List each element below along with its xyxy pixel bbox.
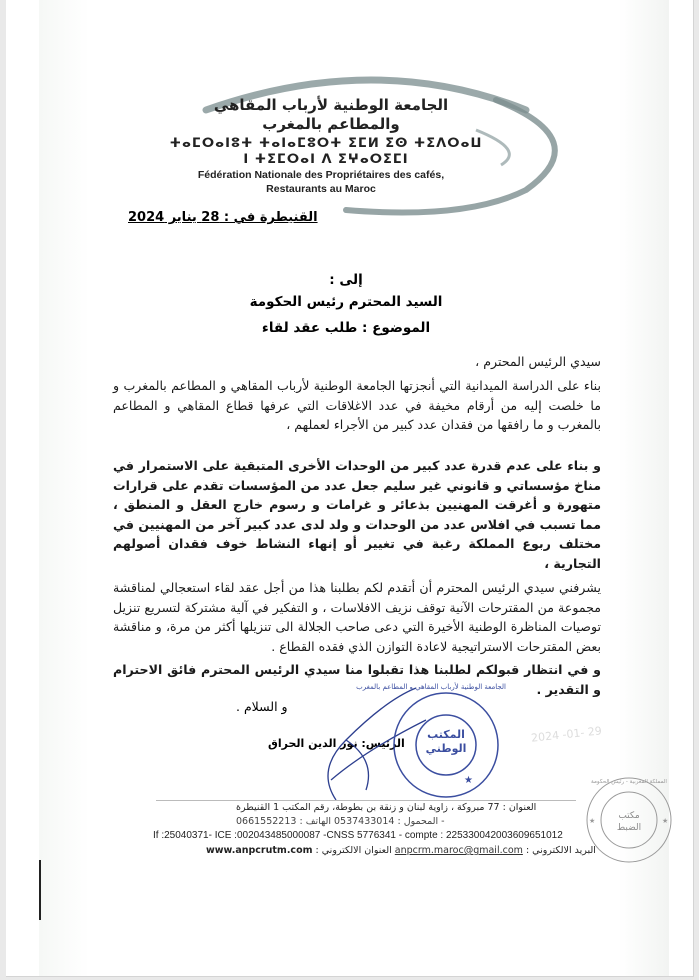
stamp-star-icon: ★ [464, 775, 473, 786]
signature-and-stamp [306, 680, 506, 810]
recipient-addressee: السيد المحترم رئيس الحكومة [249, 294, 443, 310]
reception-stamp-star-icon: ★ [662, 817, 669, 825]
federation-name-fr-line1: Fédération Nationale des Propriétaires des cafés, [197, 169, 445, 181]
federation-name-tifinagh-line1: ⵜⴰⵎⵔⴰⵏⵓⵜ ⵜⴰⵏⴰⵎⵓⵔⵜ ⵉⵎⵍ ⵉⵙ ⵜⵉⴷⵔⴰⵡ [169, 136, 483, 151]
footer-address: العنوان : 77 مبروكة ، زاوية لبنان و زنقة بن بطوطة، رقم المكتب 1 القنيطرة [236, 802, 537, 813]
document-page [6, 0, 694, 977]
letter-date: القنيطرة في : 28 يناير 2024 [128, 210, 318, 225]
body-paragraph: بناء على الدراسة الميدانية التي أنجزتها الجامعة الوطنية لأرباب المقاهي و المطاعم بالمغرب و ما خلصت إليه من أرقام مخيفة في عدد الاغلاقات التي عرفها قطاع المقاهي و المطاعم بالمغرب و ما رافقها من فقدان عدد كبير من الأجراء لعملهم ، [113, 378, 601, 432]
website-link[interactable]: www.anpcrutm.com [206, 845, 313, 856]
body-paragraph: و في انتظار قبولكم لطلبنا هذا تقبلوا منا سيدي الرئيس المحترم فائق الاحترام و التقدير . [113, 662, 601, 697]
reception-stamp-star-icon: ★ [589, 817, 596, 825]
stamp-outer-text: الجامعة الوطنية لأرباب المقاهي و المطاعم بالمغرب [356, 683, 506, 691]
federation-name-ar-line1: الجامعة الوطنية لأرباب المقاهي [213, 96, 449, 114]
website-label: العنوان الالكتروني : [315, 845, 392, 856]
salutation: سيدي الرئيس المحترم ، [475, 354, 601, 369]
received-date-stamp: 2024 -01- 29 [530, 724, 603, 745]
letter-subject: الموضوع : طلب عقد لقاء [261, 320, 431, 336]
body-paragraph: يشرفني سيدي الرئيس المحترم أن أتقدم لكم بطلبنا هذا من أجل عقد لقاء استعجالي لمناقشة مجموعة من المقترحات الآنية توقف نزيف الافلاسات ، و التفكير في آلية مشتركة لتسريع تنزيل توصيات المناظرة الوطنية الأخيرة التي دعى صاحب الجلالة الى تنزيلها أكثر من مرة، و مناقشة بعض المقترحات الاستراتيجية لاعادة التوازن الذي فقده القطاع . [113, 580, 601, 654]
reception-stamp-inner-text: مكتب الضبط [616, 811, 642, 833]
footer-phones: - المحمول : 0537433014 الهاتف : 0661552213 [236, 816, 445, 827]
stamp-inner-text: المكتب الوطني [425, 728, 467, 755]
scan-edge-mark [39, 860, 41, 920]
email-link[interactable]: anpcrm.maroc@gmail.com [394, 845, 523, 856]
closing-line: و السلام . [236, 699, 288, 714]
footer-divider [156, 800, 576, 801]
federation-name-tifinagh-line2: ⵏ ⵜⵉⵎⵔⴰⵏ ⴷ ⵉⵖⴰⵔⵉⵎⵏ [243, 152, 409, 167]
federation-name-fr-line2: Restaurants au Maroc [266, 183, 376, 195]
signatory-name: الرئيس: نور الدين الحراق [268, 737, 405, 750]
reception-stamp-outer-text: المملكة المغربية - رئيس الحكومة [591, 779, 667, 785]
recipient-to-label: إلى : [329, 272, 363, 288]
body-paragraph: و بناء على عدم قدرة عدد كبير من الوحدات الأخرى المتبقية على الاستمرار في مناخ مؤسساتي و قانوني غير سليم جعل عدد من المؤسسات تقدم على قرارات متهورة و أغرقت المهنيين بذعائر و غرامات و رسوم خارج العقل و المنطق ، مما تسبب في افلاس عدد من الوحدات و ولد لدى عدد كبير آخر من المهنيين في مختلف ربوع المملكة رغبة في تغيير أو إنهاء النشاط خوف فقدان أصولهم التجارية ، [113, 458, 601, 571]
email-label: البريد الالكتروني : [525, 845, 596, 856]
footer-contacts [206, 845, 596, 857]
footer-registry-numbers: If :25040371- ICE :002043485000087 -CNSS 5776341 - compte : 225330042003609651012 [153, 830, 563, 841]
federation-name-ar-line2: والمطاعم بالمغرب [262, 115, 400, 133]
